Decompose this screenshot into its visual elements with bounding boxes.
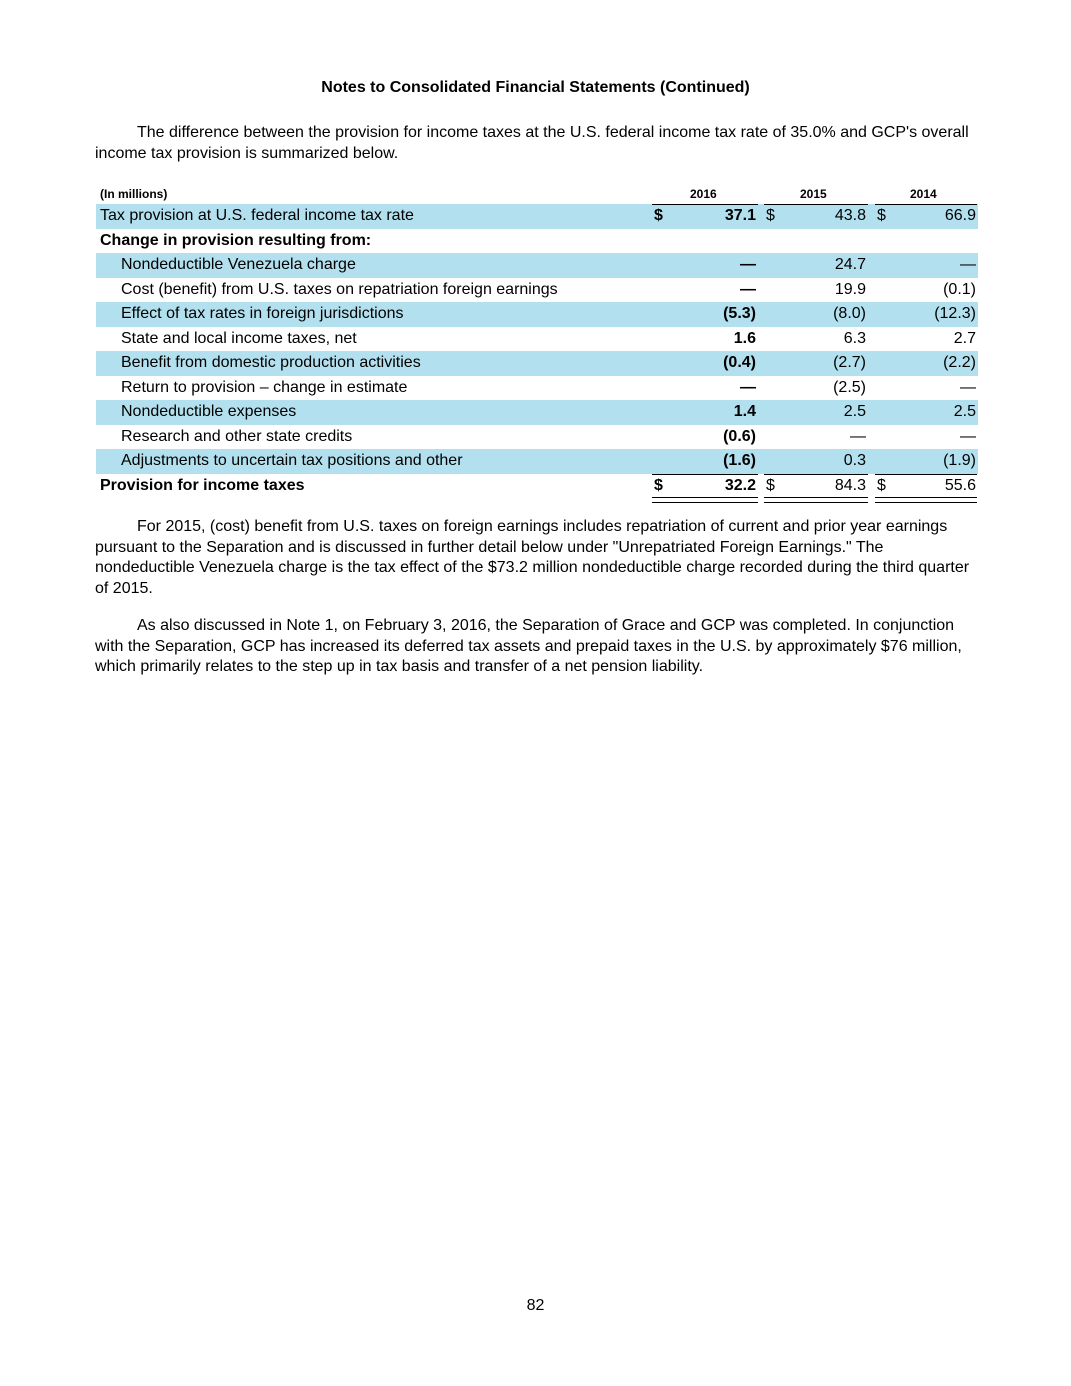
intro-paragraph-text: The difference between the provision for income taxes at the U.S. federal income tax rate of 35.0% and GCP's overall income tax provision is summarized below. [95,124,969,162]
table-row [96,253,978,278]
double-underline [652,497,758,503]
column-rule [764,204,868,205]
column-rule [875,204,977,205]
value-2015: 19.9 [834,280,866,298]
value-2016: (5.3) [723,305,756,322]
value-2015: — [850,427,866,445]
page-title: Notes to Consolidated Financial Statements (Continued) [321,79,750,96]
value-2015: (2.7) [833,354,866,371]
table-row [96,302,978,327]
value-2014: (12.3) [934,305,976,322]
value-2015: 0.3 [843,452,866,469]
row-label: Tax provision at U.S. federal income tax rate [100,207,414,224]
subtotal-rule [652,474,758,475]
value-2016: 1.4 [733,403,756,420]
intro-paragraph [95,123,975,164]
row-label: Return to provision – change in estimate [121,378,408,396]
value-2016: 37.1 [724,207,756,224]
table-row [96,449,978,474]
paragraph-2 [95,517,975,599]
column-rule [652,204,758,205]
value-2016: — [740,378,756,396]
value-2014: 2.7 [953,329,976,347]
row-label: Nondeductible expenses [121,403,297,420]
table-row [96,400,978,425]
table-row [96,425,978,450]
value-2016: — [740,280,756,298]
table-row [96,351,978,376]
section-label: Change in provision resulting from: [100,231,372,249]
value-2015: 6.3 [843,329,866,347]
dollar-sign: $ [654,476,663,494]
value-2016: (1.6) [723,452,756,469]
table-row [96,278,978,303]
dollar-sign: $ [877,476,886,494]
row-label: Research and other state credits [121,427,353,445]
row-label: Effect of tax rates in foreign jurisdictions [121,305,404,322]
value-2014: — [960,427,976,445]
value-2014: 66.9 [944,207,976,224]
row-label: State and local income taxes, net [121,329,357,347]
total-2014: 55.6 [944,476,976,494]
value-2014: — [960,378,976,396]
row-label: Nondeductible Venezuela charge [121,256,356,273]
dollar-sign: $ [654,207,663,224]
column-header-2016: 2016 [690,187,717,201]
income-tax-reconciliation-table [96,186,978,498]
paragraph-3 [95,616,975,678]
value-2015: 43.8 [834,207,866,224]
row-label: Adjustments to uncertain tax positions and other [121,452,463,469]
total-2015: 84.3 [834,476,866,494]
page-number: 82 [526,1297,545,1314]
column-header-2014: 2014 [910,187,937,201]
table-row [96,327,978,352]
value-2016: 1.6 [733,329,756,347]
subtotal-rule [764,474,868,475]
value-2014: (1.9) [943,452,976,469]
value-2014: (0.1) [943,280,976,298]
dollar-sign: $ [766,476,775,494]
double-underline [764,497,868,503]
total-2016: 32.2 [724,476,756,494]
paragraph-2-text: For 2015, (cost) benefit from U.S. taxes on foreign earnings includes repatriation of current and prior year earnings pursuant to the Separation and is discussed in further detail below under "Unrepatriated Foreign Earnings." The nondeductible Venezuela charge is the tax effect of the $73.2 million nondeductible charge recorded during the third quarter of 2015. [95,518,970,597]
table-row [96,204,978,229]
subtotal-rule [875,474,977,475]
dollar-sign: $ [766,207,775,224]
unit-label: (In millions) [100,187,168,201]
value-2016: (0.4) [723,354,756,371]
paragraph-3-text: As also discussed in Note 1, on February 3, 2016, the Separation of Grace and GCP was completed. In conjunction with the Separation, GCP has increased its deferred tax assets and prepaid taxes in the U.S. by approximately $76 million, which primarily relates to the step up in tax basis and transfer of a net pension liability. [95,617,962,675]
value-2014: (2.2) [943,354,976,371]
value-2015: 2.5 [843,403,866,420]
total-label: Provision for income taxes [100,476,305,494]
table-row-total [96,474,978,499]
value-2014: — [960,256,976,273]
row-label: Benefit from domestic production activities [121,354,421,371]
dollar-sign: $ [877,207,886,224]
double-underline [875,497,977,503]
column-header-2015: 2015 [800,187,827,201]
table-row [96,376,978,401]
value-2015: (2.5) [833,378,866,396]
value-2014: 2.5 [953,403,976,420]
value-2016: (0.6) [723,427,756,445]
table-row [96,229,978,254]
table-header [96,186,978,204]
value-2015: (8.0) [833,305,866,322]
value-2016: — [740,256,756,273]
value-2015: 24.7 [834,256,866,273]
row-label: Cost (benefit) from U.S. taxes on repatriation foreign earnings [121,280,558,298]
